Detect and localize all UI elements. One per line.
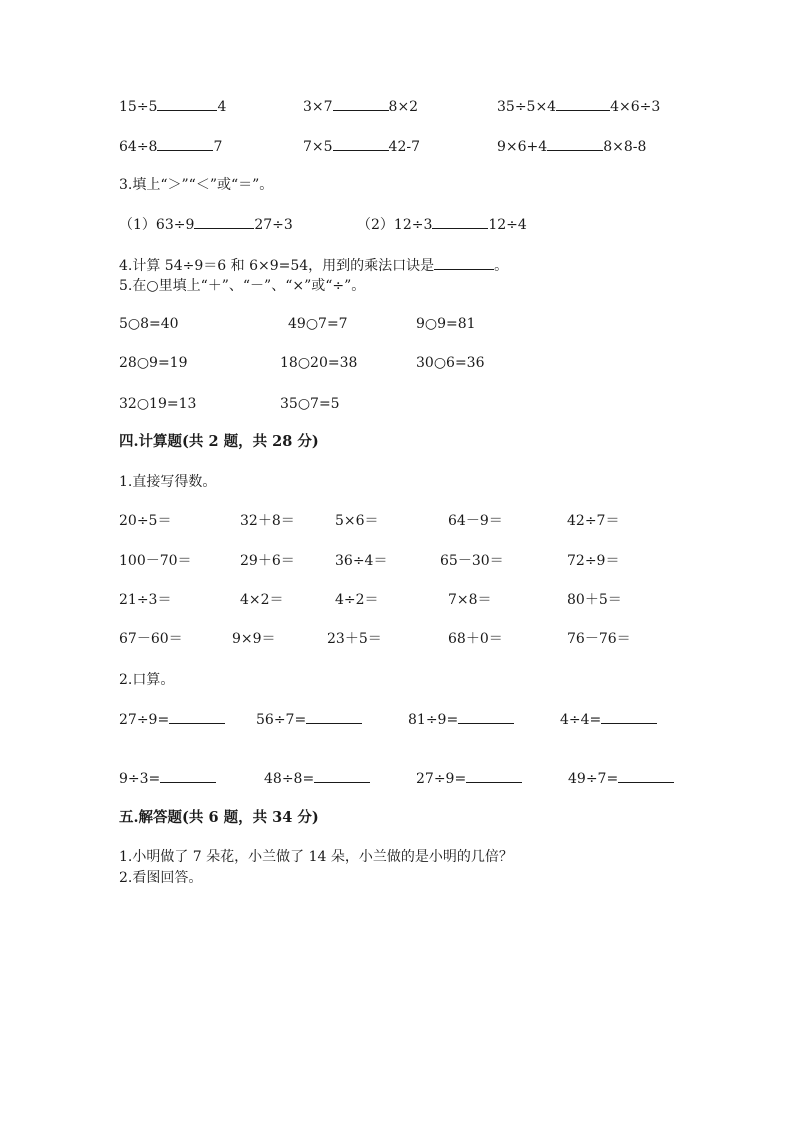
calc-item[interactable]: 64－9＝ bbox=[448, 513, 503, 529]
calc-item[interactable]: 4÷2＝ bbox=[335, 592, 379, 608]
compare-item[interactable]: 15÷5 4 bbox=[119, 96, 226, 117]
compare-item[interactable]: 64÷8 7 bbox=[119, 136, 222, 157]
answer-blank[interactable] bbox=[194, 214, 254, 229]
answer-blank[interactable] bbox=[306, 709, 362, 724]
oral-item[interactable]: 9÷3= bbox=[119, 768, 216, 789]
answer-blank[interactable] bbox=[547, 136, 603, 151]
oral-item[interactable]: 81÷9= bbox=[408, 709, 514, 730]
oral-item[interactable]: 4÷4= bbox=[560, 709, 657, 730]
calc-item[interactable]: 23＋5＝ bbox=[327, 631, 382, 647]
circle-item[interactable]: 32○19=13 bbox=[119, 396, 197, 412]
calc-item[interactable]: 80＋5＝ bbox=[567, 592, 622, 608]
circle-item[interactable]: 18○20=38 bbox=[280, 355, 358, 371]
answer-blank[interactable] bbox=[458, 709, 514, 724]
q3-item-2[interactable]: （2）12÷3 12÷4 bbox=[357, 214, 527, 235]
calc-item[interactable]: 7×8＝ bbox=[448, 592, 492, 608]
section-5-q1: 1.小明做了 7 朵花，小兰做了 14 朵，小兰做的是小明的几倍？ bbox=[119, 849, 513, 865]
calc-item[interactable]: 36÷4＝ bbox=[335, 553, 388, 569]
compare-item[interactable]: 35÷5×4 4×6÷3 bbox=[497, 96, 660, 117]
question-5-title: 5.在○里填上“＋”、“－”、“×”或“÷”。 bbox=[119, 278, 366, 294]
circle-item[interactable]: 28○9=19 bbox=[119, 355, 188, 371]
section-4-q2-title: 2.口算。 bbox=[119, 672, 175, 688]
oral-item[interactable]: 27÷9= bbox=[119, 709, 225, 730]
answer-blank[interactable] bbox=[160, 768, 216, 783]
oral-item[interactable]: 49÷7= bbox=[568, 768, 674, 789]
q3-item-1[interactable]: （1）63÷9 27÷3 bbox=[119, 214, 293, 235]
section-4-q1-title: 1.直接写得数。 bbox=[119, 474, 217, 490]
circle-item[interactable]: 30○6=36 bbox=[416, 355, 485, 371]
compare-item[interactable]: 7×5 42-7 bbox=[303, 136, 420, 157]
question-4[interactable]: 4.计算 54÷9＝6 和 6×9=54，用到的乘法口诀是 。 bbox=[119, 255, 508, 276]
oral-item[interactable]: 56÷7= bbox=[256, 709, 362, 730]
circle-item[interactable]: 49○7=7 bbox=[288, 316, 348, 332]
oral-item[interactable]: 48÷8= bbox=[264, 768, 370, 789]
calc-item[interactable]: 42÷7＝ bbox=[567, 513, 620, 529]
calc-item[interactable]: 32＋8＝ bbox=[240, 513, 295, 529]
answer-blank[interactable] bbox=[157, 96, 217, 111]
section-4-title: 四.计算题(共 2 题，共 28 分) bbox=[119, 433, 319, 450]
answer-blank[interactable] bbox=[333, 136, 389, 151]
section-5-q2: 2.看图回答。 bbox=[119, 870, 203, 886]
calc-item[interactable]: 21÷3＝ bbox=[119, 592, 172, 608]
circle-item[interactable]: 9○9=81 bbox=[416, 316, 476, 332]
calc-item[interactable]: 67－60＝ bbox=[119, 631, 183, 647]
calc-item[interactable]: 72÷9＝ bbox=[567, 553, 620, 569]
calc-item[interactable]: 4×2＝ bbox=[240, 592, 284, 608]
circle-item[interactable]: 35○7=5 bbox=[280, 396, 340, 412]
answer-blank[interactable] bbox=[601, 709, 657, 724]
section-5-title: 五.解答题(共 6 题，共 34 分) bbox=[119, 809, 319, 826]
calc-item[interactable]: 9×9＝ bbox=[232, 631, 276, 647]
answer-blank[interactable] bbox=[432, 214, 488, 229]
compare-item[interactable]: 3×7 8×2 bbox=[303, 96, 418, 117]
circle-item[interactable]: 5○8=40 bbox=[119, 316, 179, 332]
answer-blank[interactable] bbox=[556, 96, 610, 111]
calc-item[interactable]: 20÷5＝ bbox=[119, 513, 172, 529]
answer-blank[interactable] bbox=[333, 96, 389, 111]
answer-blank[interactable] bbox=[466, 768, 522, 783]
answer-blank[interactable] bbox=[314, 768, 370, 783]
oral-item[interactable]: 27÷9= bbox=[416, 768, 522, 789]
answer-blank[interactable] bbox=[434, 255, 494, 270]
calc-item[interactable]: 65－30＝ bbox=[440, 553, 504, 569]
answer-blank[interactable] bbox=[157, 136, 213, 151]
calc-item[interactable]: 76－76＝ bbox=[567, 631, 631, 647]
calc-item[interactable]: 5×6＝ bbox=[335, 513, 379, 529]
calc-item[interactable]: 100－70＝ bbox=[119, 553, 192, 569]
compare-item[interactable]: 9×6+4 8×8-8 bbox=[497, 136, 646, 157]
calc-item[interactable]: 68＋0＝ bbox=[448, 631, 503, 647]
calc-item[interactable]: 29＋6＝ bbox=[240, 553, 295, 569]
answer-blank[interactable] bbox=[169, 709, 225, 724]
answer-blank[interactable] bbox=[618, 768, 674, 783]
question-3-title: 3.填上“＞”“＜”或“＝”。 bbox=[119, 177, 274, 193]
